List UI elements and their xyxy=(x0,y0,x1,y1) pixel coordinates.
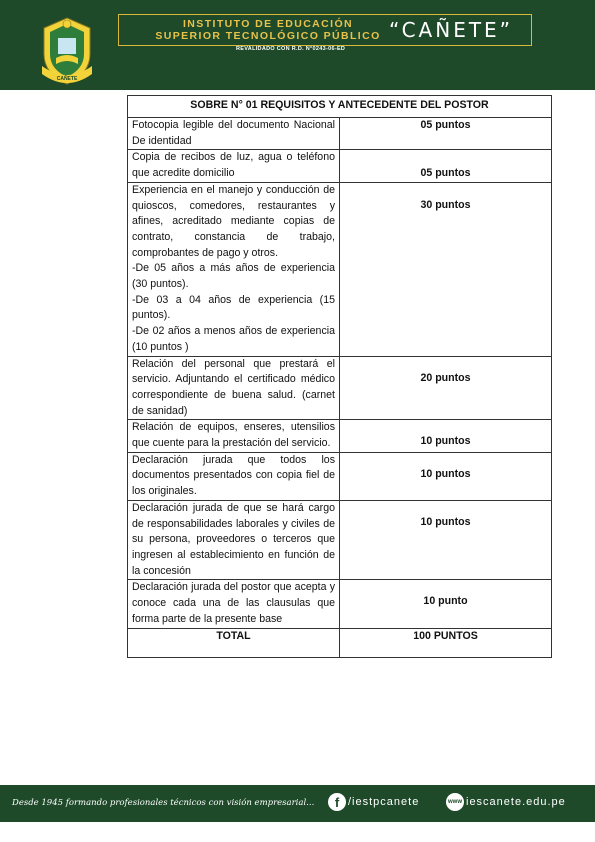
institution-line-2: SUPERIOR TECNOLÓGICO PÚBLICO xyxy=(155,30,381,42)
footer-banner xyxy=(0,785,595,822)
requirement-description: Declaración jurada del postor que acepta y conoce cada una de las clausulas que forma parte de la presente base xyxy=(128,580,340,628)
requirement-points: 10 puntos xyxy=(340,452,552,500)
header-banner xyxy=(0,0,595,90)
total-points: 100 PUNTOS xyxy=(340,628,552,657)
facebook-link[interactable]: /iestpcanete xyxy=(348,796,420,808)
requirement-description: Fotocopia legible del documento Nacional De identidad xyxy=(128,118,340,150)
requirement-description: Declaración jurada de que se hará cargo de responsabilidades laborales y civiles de su persona, proveedores o terceros que ingresen al establecimiento en función de la concesión xyxy=(128,500,340,580)
requirement-points: 05 puntos xyxy=(340,118,552,150)
table-row xyxy=(128,150,552,182)
table-row xyxy=(128,118,552,150)
requirement-description: Relación de equipos, enseres, utensilios que cuente para la prestación del servicio. xyxy=(128,420,340,452)
institution-title-box xyxy=(118,14,532,46)
table-row xyxy=(128,580,552,628)
table-heading-row xyxy=(128,96,552,118)
institute-logo-icon xyxy=(38,14,96,88)
globe-icon: www xyxy=(446,793,464,811)
institution-short-name: “CAÑETE” xyxy=(388,18,514,42)
requirement-points: 10 punto xyxy=(340,580,552,628)
table-row xyxy=(128,420,552,452)
requirement-points: 30 puntos xyxy=(340,182,552,356)
table-total-row xyxy=(128,628,552,657)
requirement-points: 05 puntos xyxy=(340,150,552,182)
total-label: TOTAL xyxy=(128,628,340,657)
requirement-description-experience xyxy=(128,182,340,356)
requirement-points: 10 puntos xyxy=(340,420,552,452)
table-row xyxy=(128,500,552,580)
experience-tier-2: -De 03 a 04 años de experiencia (15 puntos). xyxy=(132,293,335,322)
experience-tier-3: -De 02 años a menos años de experiencia (10 puntos ) xyxy=(132,325,335,353)
requirement-points: 10 puntos xyxy=(340,500,552,580)
website-link[interactable]: iescanete.edu.pe xyxy=(466,796,566,808)
facebook-icon: f xyxy=(328,793,346,811)
table-heading: SOBRE N° 01 REQUISITOS Y ANTECEDENTE DEL POSTOR xyxy=(128,96,552,118)
table-row xyxy=(128,182,552,356)
requirement-description: Relación del personal que prestará el servicio. Adjuntando el certificado médico correspondiente de buena salud. (carnet de sanidad) xyxy=(128,356,340,420)
experience-text: Experiencia en el manejo y conducción de quioscos, comedores, restaurantes y afines, acreditado mediante copias de contrato, constancia de trabajo, comprobantes de pago y otros. xyxy=(132,183,335,259)
requirements-table xyxy=(127,95,552,658)
table-row xyxy=(128,452,552,500)
logo-caption: CAÑETE xyxy=(56,76,78,82)
institution-name xyxy=(143,18,393,42)
revalidation-note: REVALIDADO CON R.D. N°0243-06-ED xyxy=(236,46,346,52)
experience-tier-1: -De 05 años a más años de experiencia (30 puntos). xyxy=(132,262,335,291)
requirement-description: Copia de recibos de luz, agua o teléfono que acredite domicilio xyxy=(128,150,340,182)
table-row xyxy=(128,356,552,420)
requirement-description: Declaración jurada que todos los documentos presentados con copia fiel de los originales. xyxy=(128,452,340,500)
requirement-points: 20 puntos xyxy=(340,356,552,420)
footer-slogan: Desde 1945 formando profesionales técnicos con visión empresarial... xyxy=(12,798,315,808)
institution-line-1: INSTITUTO DE EDUCACIÓN xyxy=(182,18,354,30)
